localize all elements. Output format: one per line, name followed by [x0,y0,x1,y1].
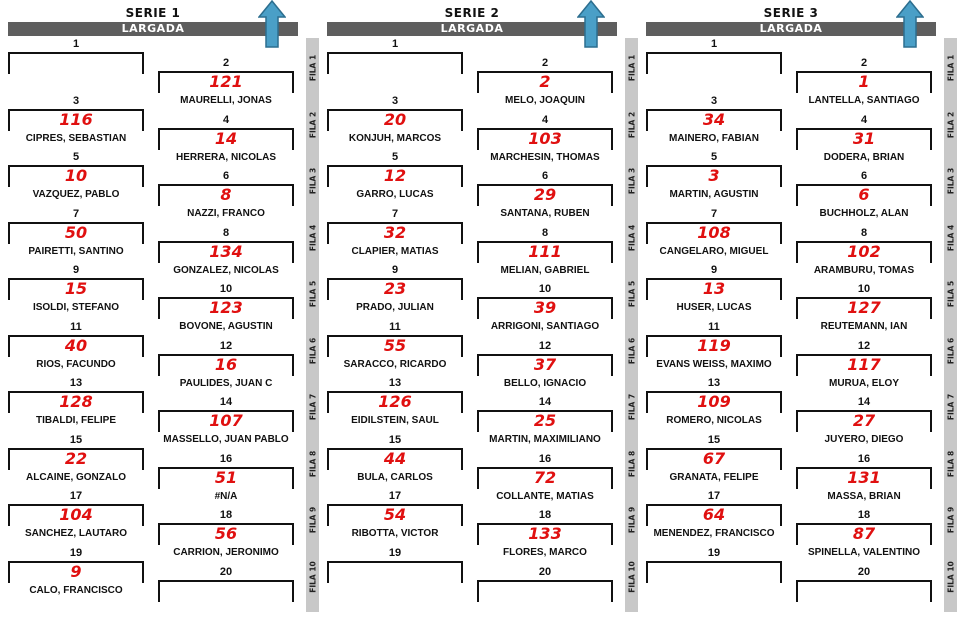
grid-slot [8,52,144,74]
driver-name: NAZZI, FRANCO [187,208,265,219]
grid-position-number: 12 [538,339,552,352]
grid-slot [158,580,294,602]
grid-slot [646,391,782,413]
driver-name: MARTIN, AGUSTIN [669,189,759,200]
grid-position-number: 4 [222,113,230,126]
grid-slot [158,467,294,489]
largada-banner: LARGADA [646,22,936,36]
car-number: 8 [220,185,232,204]
grid-position-number: 3 [391,94,399,107]
driver-name: MELIAN, GABRIEL [500,264,590,276]
grid-position-number: 11 [389,320,401,333]
fila-label-text: FILA 7 [946,393,955,421]
grid-position-number: 10 [857,283,871,295]
driver-name: BELLO, IGNACIO [503,377,587,389]
grid-position-number: 14 [538,396,552,408]
grid-position-number: 13 [388,377,402,389]
fila-label [625,54,638,82]
fila-label [625,280,638,308]
grid-position-number: 19 [388,546,402,559]
driver-name: PRADO, JULIAN [356,302,434,313]
car-number: 54 [383,505,407,524]
grid-slot [796,128,932,150]
car-number: 131 [847,467,881,487]
driver-name: BUCHHOLZ, ALAN [819,208,909,219]
grid-slot [477,467,613,489]
driver-name: SANCHEZ, LAUTARO [24,528,128,539]
grid-position-number: 11 [70,320,82,333]
largada-banner: LARGADA [8,22,298,36]
fila-label [306,506,319,534]
car-number: 123 [209,298,243,317]
fila-label-text: FILA 9 [308,506,317,534]
serie-panel [8,0,318,624]
car-number: 116 [59,109,93,129]
fila-label [944,280,957,308]
fila-label [625,560,638,593]
grid-slot [327,52,463,74]
fila-label [625,506,638,534]
driver-name: SANTANA, RUBEN [500,208,590,219]
grid-position-number: 6 [222,170,230,182]
fila-label [306,450,319,477]
car-number: 107 [209,411,243,430]
grid-position-number: 13 [707,377,721,389]
fila-label-text: FILA 2 [627,111,636,138]
car-number: 133 [528,524,562,543]
car-number: 27 [852,411,876,430]
grid-position-number: 19 [69,546,83,559]
fila-label [625,167,638,195]
fila-label-text: FILA 6 [308,337,317,364]
driver-name: GRANATA, FELIPE [669,471,759,483]
grid-slot [796,580,932,602]
grid-position-number: 6 [860,170,868,182]
driver-name: PAULIDES, JUAN C [179,377,273,389]
car-number: 40 [64,335,88,355]
grid-slot [477,184,613,206]
car-number: 103 [528,128,562,148]
car-number: 3 [708,166,720,185]
fila-label [625,111,638,138]
car-number: 20 [383,109,407,129]
grid-slot [646,109,782,131]
grid-slot [477,523,613,545]
fila-label [306,54,319,82]
car-number: 39 [533,298,557,317]
grid-position-number: 14 [857,396,871,408]
car-number: 34 [702,109,726,129]
driver-name: EIDILSTEIN, SAUL [351,415,439,426]
driver-name: VAZQUEZ, PABLO [32,189,120,200]
car-number: 25 [533,411,557,430]
driver-name: ROMERO, NICOLAS [666,415,762,426]
car-number: 37 [533,354,557,374]
grid-position-number: 4 [860,113,868,126]
grid-slot [796,184,932,206]
serie-title: SERIE 1 [125,6,181,20]
car-number: 87 [852,524,876,543]
fila-label-text: FILA 3 [627,167,636,195]
grid-slot [477,297,613,319]
car-number: 12 [383,166,407,185]
grid-slot [158,71,294,93]
car-number: 109 [697,392,731,411]
fila-label [944,111,957,138]
driver-name: ISOLDI, STEFANO [32,302,120,313]
car-number: 44 [383,448,407,468]
driver-name: FLORES, MARCO [503,547,587,558]
grid-slot [796,71,932,93]
car-number: 56 [214,524,238,543]
driver-name: JUYERO, DIEGO [824,434,904,445]
grid-slot [8,391,144,413]
fila-label [944,450,957,477]
driver-name: COLLANTE, MATIAS [496,490,594,502]
grid-position-number: 16 [219,452,233,465]
fila-label-text: FILA 8 [946,450,955,477]
fila-label [944,560,957,593]
grid-slot [158,354,294,376]
serie-panel [327,0,637,624]
fila-label [625,337,638,364]
fila-label-text: FILA 1 [946,54,955,82]
grid-slot [796,354,932,376]
grid-position-number: 7 [710,207,718,220]
grid-slot [158,241,294,263]
fila-label [944,337,957,364]
grid-position-number: 17 [707,490,721,502]
grid-slot [796,523,932,545]
grid-slot [327,165,463,187]
grid-slot [8,109,144,131]
driver-name: MAURELLI, JONAS [180,95,272,106]
driver-name: MELO, JOAQUIN [504,95,585,106]
driver-name: RIOS, FACUNDO [36,358,116,370]
car-number: 2 [539,72,551,91]
grid-position-number: 14 [219,396,233,408]
grid-position-number: 20 [219,565,233,578]
car-number: 9 [70,561,82,581]
grid-position-number: 15 [388,433,402,446]
fila-label [306,224,319,251]
serie-title: SERIE 3 [763,6,819,20]
car-number: 16 [214,354,238,374]
grid-slot [158,297,294,319]
car-number: 117 [847,354,881,374]
car-number: 67 [702,448,726,468]
driver-name: MARCHESIN, THOMAS [490,151,600,163]
grid-slot [327,561,463,583]
grid-position-number: 12 [857,339,871,352]
grid-slot [158,523,294,545]
grid-slot [477,128,613,150]
grid-position-number: 4 [541,113,549,126]
grid-slot [646,448,782,470]
car-number: 102 [847,241,881,261]
fila-label-text: FILA 9 [946,506,955,534]
fila-label [625,393,638,421]
fila-label-text: FILA 8 [308,450,317,477]
grid-slot [646,165,782,187]
grid-position-number: 1 [391,38,399,50]
grid-position-number: 7 [391,207,399,220]
grid-slot [327,335,463,357]
grid-position-number: 5 [391,151,399,163]
driver-name: KONJUH, MARCOS [348,132,442,144]
driver-name: CANGELARO, MIGUEL [659,245,769,257]
car-number: 108 [697,222,731,242]
grid-position-number: 3 [710,94,718,107]
fila-label [944,393,957,421]
fila-label [306,337,319,364]
driver-name: GONZALEZ, NICOLAS [173,264,279,276]
driver-name: MENENDEZ, FRANCISCO [653,528,775,539]
fila-label-text: FILA 1 [308,54,317,82]
grid-slot [327,391,463,413]
grid-slot [158,128,294,150]
grid-position-number: 15 [69,433,83,446]
largada-banner: LARGADA [327,22,617,36]
driver-name: MARTIN, MAXIMILIANO [489,434,601,445]
grid-position-number: 1 [710,38,718,50]
fila-label-text: FILA 5 [308,280,317,308]
grid-position-number: 3 [72,94,80,107]
car-number: 128 [59,392,93,411]
car-number: 134 [209,241,243,261]
arrow-up-icon [577,0,605,48]
grid-slot [796,467,932,489]
driver-name: DODERA, BRIAN [823,151,905,163]
grid-slot [477,580,613,602]
car-number: 1 [858,72,870,91]
fila-label-text: FILA 4 [627,224,636,251]
grid-position-number: 16 [538,452,552,465]
fila-label [944,506,957,534]
driver-name: CARRION, JERONIMO [173,547,279,558]
fila-label-text: FILA 5 [946,280,955,308]
grid-slot [158,184,294,206]
driver-name: REUTEMANN, IAN [820,321,908,332]
fila-label-text: FILA 6 [946,337,955,364]
grid-slot [158,410,294,432]
fila-label-text: FILA 1 [627,54,636,82]
grid-position-number: 16 [857,452,871,465]
driver-name: PAIRETTI, SANTINO [28,245,124,257]
driver-name: RIBOTTA, VICTOR [351,528,439,539]
fila-label [944,167,957,195]
fila-label [944,224,957,251]
grid-slot [8,165,144,187]
grid-slot [796,297,932,319]
grid-slot [327,504,463,526]
fila-label [306,111,319,138]
driver-name: CLAPIER, MATIAS [351,245,439,257]
fila-label-text: FILA 10 [627,560,636,593]
fila-label-text: FILA 2 [946,111,955,138]
grid-position-number: 13 [69,377,83,389]
driver-name: EVANS WEISS, MAXIMO [656,358,772,370]
grid-position-number: 20 [857,565,871,578]
fila-label-text: FILA 4 [308,224,317,251]
grid-position-number: 1 [72,38,80,50]
grid-slot [796,241,932,263]
driver-name: #N/A [214,490,238,502]
car-number: 23 [383,279,407,298]
grid-position-number: 18 [219,509,233,521]
fila-label-text: FILA 10 [308,560,317,593]
grid-slot [646,222,782,244]
car-number: 32 [383,222,407,242]
driver-name: HUSER, LUCAS [676,302,752,313]
grid-position-number: 10 [219,283,233,295]
grid-position-number: 8 [222,226,230,239]
grid-slot [646,335,782,357]
driver-name: BULA, CARLOS [357,471,433,483]
grid-position-number: 8 [860,226,868,239]
grid-slot [477,354,613,376]
grid-position-number: 5 [72,151,80,163]
car-number: 14 [214,128,238,148]
grid-slot [8,504,144,526]
fila-label [306,393,319,421]
grid-position-number: 18 [857,509,871,521]
car-number: 22 [64,448,88,468]
grid-slot [477,241,613,263]
car-number: 31 [852,128,876,148]
grid-slot [646,278,782,300]
car-number: 6 [858,185,870,204]
driver-name: HERRERA, NICOLAS [175,151,276,163]
car-number: 119 [697,335,731,355]
grid-position-number: 9 [391,264,399,276]
grid-position-number: 8 [541,226,549,239]
fila-label [625,224,638,251]
driver-name: SARACCO, RICARDO [343,358,447,370]
car-number: 55 [383,335,407,355]
driver-name: MAINERO, FABIAN [669,132,759,144]
car-number: 64 [702,505,726,524]
car-number: 111 [528,241,562,261]
serie-panel [646,0,956,624]
fila-label-text: FILA 7 [627,393,636,421]
fila-label [306,560,319,593]
arrow-up-icon [896,0,924,48]
driver-name: MASSA, BRIAN [827,490,901,502]
driver-name: CIPRES, SEBASTIAN [25,132,127,144]
fila-label-text: FILA 2 [308,111,317,138]
car-number: 127 [847,298,881,317]
car-number: 51 [214,467,238,487]
grid-position-number: 2 [222,57,230,69]
grid-position-number: 7 [72,207,80,220]
grid-slot [477,71,613,93]
car-number: 126 [378,392,412,411]
driver-name: TIBALDI, FELIPE [36,415,116,426]
car-number: 50 [64,222,88,242]
fila-label-text: FILA 10 [946,560,955,593]
driver-name: SPINELLA, VALENTINO [807,547,921,558]
fila-label [625,450,638,477]
grid-slot [646,561,782,583]
fila-label [944,54,957,82]
grid-slot [8,561,144,583]
fila-label-text: FILA 3 [308,167,317,195]
car-number: 29 [533,185,557,204]
driver-name: ALCAINE, GONZALO [26,471,126,483]
serie-title: SERIE 2 [444,6,500,20]
fila-label-text: FILA 3 [946,167,955,195]
grid-position-number: 11 [708,320,720,333]
car-number: 10 [64,166,88,185]
driver-name: BOVONE, AGUSTIN [179,321,273,332]
driver-name: CALO, FRANCISCO [29,584,123,596]
fila-label-text: FILA 9 [627,506,636,534]
grid-position-number: 12 [219,339,233,352]
grid-position-number: 9 [710,264,718,276]
grid-slot [327,222,463,244]
grid-position-number: 20 [538,565,552,578]
fila-label [306,167,319,195]
grid-position-number: 2 [541,57,549,69]
driver-name: ARRIGONI, SANTIAGO [490,321,600,332]
grid-slot [327,109,463,131]
grid-slot [8,335,144,357]
driver-name: MASSELLO, JUAN PABLO [163,434,289,445]
grid-position-number: 17 [388,490,402,502]
grid-position-number: 5 [710,151,718,163]
arrow-up-icon [258,0,286,48]
car-number: 15 [64,279,88,298]
driver-name: MURUA, ELOY [829,377,899,389]
grid-slot [646,504,782,526]
car-number: 121 [209,72,243,91]
car-number: 13 [702,279,726,298]
car-number: 104 [59,505,93,524]
fila-label-text: FILA 4 [946,224,955,251]
grid-slot [8,278,144,300]
fila-label-text: FILA 6 [627,337,636,364]
driver-name: ARAMBURU, TOMAS [813,264,915,276]
grid-slot [8,448,144,470]
grid-slot [327,448,463,470]
grid-position-number: 10 [538,283,552,295]
car-number: 72 [533,467,557,487]
grid-position-number: 18 [538,509,552,521]
grid-position-number: 6 [541,170,549,182]
fila-label-text: FILA 8 [627,450,636,477]
driver-name: LANTELLA, SANTIAGO [808,95,920,106]
grid-position-number: 2 [860,57,868,69]
fila-label-text: FILA 7 [308,393,317,421]
grid-slot [8,222,144,244]
fila-label [306,280,319,308]
grid-slot [477,410,613,432]
driver-name: GARRO, LUCAS [356,189,434,200]
grid-position-number: 19 [707,546,721,559]
grid-position-number: 17 [69,490,83,502]
grid-slot [327,278,463,300]
grid-slot [646,52,782,74]
fila-label-text: FILA 5 [627,280,636,308]
grid-position-number: 15 [707,433,721,446]
grid-position-number: 9 [72,264,80,276]
grid-slot [796,410,932,432]
